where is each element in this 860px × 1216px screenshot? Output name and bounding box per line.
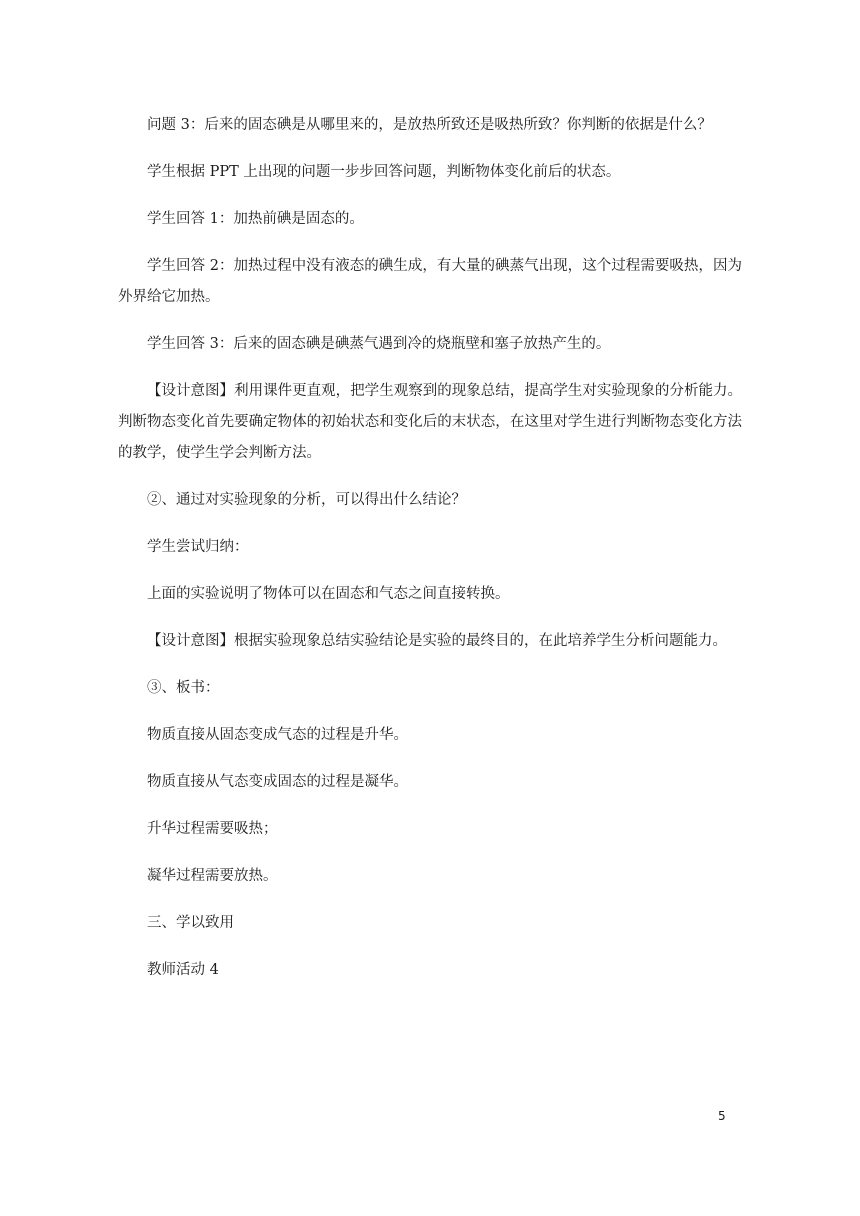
paragraph-student-answer-1: 学生回答 1：加热前碘是固态的。 [147, 211, 364, 227]
document-body [118, 110, 742, 986]
paragraph-student-summary: 学生尝试归纳： [147, 539, 249, 555]
page-number: 5 [718, 1109, 726, 1123]
paragraph-design-intent-2: 【设计意图】根据实验现象总结实验结论是实验的最终目的，在此培养学生分析问题能力。 [147, 633, 727, 649]
paragraph-deposition-heat: 凝华过程需要放热。 [147, 868, 278, 884]
paragraph-experiment-conclusion: 上面的实验说明了物体可以在固态和气态之间直接转换。 [147, 586, 510, 602]
paragraph-student-ppt: 学生根据 PPT 上出现的问题一步步回答问题，判断物体变化前后的状态。 [147, 164, 621, 180]
paragraph-sublimation-def: 物质直接从固态变成气态的过程是升华。 [147, 727, 408, 743]
paragraph-blackboard: ③、板书： [147, 680, 220, 696]
paragraph-sublimation-heat: 升华过程需要吸热； [147, 821, 278, 837]
paragraph-student-answer-3: 学生回答 3：后来的固态碘是碘蒸气遇到冷的烧瓶壁和塞子放热产生的。 [147, 336, 611, 352]
paragraph-deposition-def: 物质直接从气态变成固态的过程是凝华。 [147, 774, 408, 790]
paragraph-student-answer-2: 学生回答 2：加热过程中没有液态的碘生成，有大量的碘蒸气出现，这个过程需要吸热，因为外界给它加热。 [118, 258, 742, 305]
paragraph-question-3: 问题 3：后来的固态碘是从哪里来的，是放热所致还是吸热所致？你判断的依据是什么？ [147, 117, 712, 133]
section-heading-apply: 三、学以致用 [147, 915, 234, 931]
paragraph-design-intent-1: 【设计意图】利用课件更直观，把学生观察到的现象总结，提高学生对实验现象的分析能力。判断物态变化首先要确定物体的初始状态和变化后的末状态，在这里对学生进行判断物态变化方法的教学，使学生学会判断方法。 [118, 383, 742, 461]
paragraph-teacher-activity-4: 教师活动 4 [147, 962, 219, 978]
paragraph-conclusion-question: ②、通过对实验现象的分析，可以得出什么结论？ [147, 492, 466, 508]
